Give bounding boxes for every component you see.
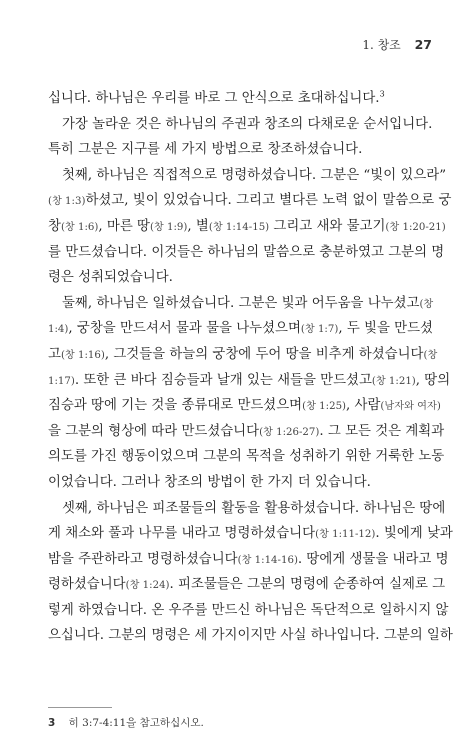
text-segment: 고 [48,346,61,362]
text-segment: . 또한 큰 바다 짐승들과 날개 있는 새들을 만드셨고 [74,372,372,388]
text-segment: 첫째, 하나님은 직접적으로 명령하셨습니다. 그분은 “빛이 있으라” [62,167,447,183]
text-segment: , 땅의 [415,372,451,388]
text-segment: 게 채소와 풀과 나무를 내라고 명령하셨습니다 [48,526,316,542]
text-segment: , 별 [187,218,209,234]
text-line [48,316,433,342]
footnote [48,715,204,730]
scripture-reference: (창 1:14-16) [237,554,298,566]
text-segment: 그리고 새와 물고기 [269,218,386,234]
text-segment: 하셨고, 빛이 있었습니다. 그리고 별다른 노력 없이 말씀으로 궁 [85,193,452,209]
text-line [48,393,441,419]
text-line [48,521,453,547]
scripture-reference: (창 1:24) [125,580,170,592]
text-line [48,342,438,368]
body-text [48,86,453,649]
text-line [48,265,422,291]
scripture-reference: (창 1:9) [149,221,188,233]
text-line [48,112,433,138]
text-segment: 특히 그분은 지구를 세 가지 방법으로 창조하셨습니다. [48,142,363,158]
text-segment: 를 만드셨습니다. 이것들은 하나님의 말씀으로 충분하였고 그분의 명 [48,244,445,260]
text-segment: 령은 성취되었습니다. [48,270,173,286]
text-segment: 셋째, 하나님은 피조물들의 활동을 활용하셨습니다. 하나님은 땅에 [62,500,446,516]
text-segment: 가장 놀라운 것은 하나님의 주권과 창조의 다채로운 순서입니다. [62,116,433,132]
scripture-reference: (창 1:16) [60,349,105,361]
text-line [48,470,422,496]
text-segment: . 빛에게 낮과 [375,526,453,542]
text-segment: , 사람 [346,398,381,414]
text-segment: 을 그분의 형상에 따라 만드셨습니다 [48,423,260,439]
scripture-reference: (남자와 여자) [380,401,441,413]
text-segment: 밤을 주관하라고 명령하셨습니다 [48,551,238,567]
scripture-reference: (창 1:14-15) [208,221,270,233]
text-segment: 이었습니다. 그러나 창조의 방법이 한 가지 더 있습니다. [48,474,371,490]
scripture-reference: (창 1:7) [300,324,339,336]
text-line [48,598,449,624]
scripture-reference: (창 [423,349,438,361]
scripture-reference: (창 1:21) [371,375,416,387]
text-segment: , 그것들을 하늘의 궁창에 두어 땅을 비추게 하셨습니다 [104,346,424,362]
text-segment: . 땅에게 생물을 내라고 명 [297,551,449,567]
text-segment: . 그 모든 것은 계획과 [319,423,445,439]
text-segment: 의도를 가진 행동이었으며 그분의 목적을 성취하기 위한 거룩한 노동 [48,449,445,465]
text-line [48,444,445,470]
text-line [48,137,422,163]
text-line [48,547,449,573]
text-line [48,291,434,317]
text-segment: 십니다. 하나님은 우리를 바로 그 안식으로 초대하십니다. [48,91,380,106]
scripture-reference: (창 1:20-21) [385,221,446,233]
text-segment: 짐승과 땅에 기는 것을 종류대로 만드셨으며 [48,398,303,414]
text-segment: 령하셨습니다 [48,577,126,593]
running-head [362,36,432,53]
text-segment: , 궁창을 만드셔서 물과 물을 나누셨으며 [68,321,301,337]
scripture-reference: (창 [419,298,434,310]
scripture-reference: (창 1:26-27) [259,426,320,438]
scripture-reference: (창 1:3) [48,196,86,208]
text-line [48,214,446,240]
text-line [48,496,446,522]
text-segment: , 두 빛을 만드셨 [338,321,433,337]
text-segment: 으십니다. 그분의 명령은 세 가지이지만 사실 하나입니다. 그분의 일하 [48,628,453,644]
footnote-marker: 3 [379,89,385,99]
chapter-title: 1. 창조 [362,38,401,52]
text-segment: , 마른 땅 [98,218,150,234]
text-line [48,163,447,189]
text-segment: . 피조물들은 그분의 명령에 순종하여 실제로 그 [169,577,446,593]
scripture-reference: 1:17) [48,375,75,387]
text-segment: 창 [48,218,61,234]
text-line [48,572,446,598]
footnote-number: 3 [48,717,56,729]
text-line [48,188,452,214]
scripture-reference: (창 1:11-12) [315,529,376,541]
text-segment: 둘째, 하나님은 일하셨습니다. 그분은 빛과 어두움을 나누셨고 [62,295,420,311]
text-segment: 렇게 하였습니다. 온 우주를 만드신 하나님은 독단적으로 일하시지 않 [48,602,449,618]
scripture-reference: (창 1:6) [60,221,99,233]
footnote-divider [48,707,112,708]
scripture-reference: 1:4) [48,324,69,336]
scripture-reference: (창 1:25) [302,401,347,413]
page-number: 27 [414,37,432,52]
footnote-text: 히 3:7-4:11을 참고하십시오. [68,717,204,729]
text-line [48,86,422,112]
text-line [48,419,445,445]
text-line [48,240,445,266]
text-line [48,368,451,394]
text-line [48,623,453,649]
